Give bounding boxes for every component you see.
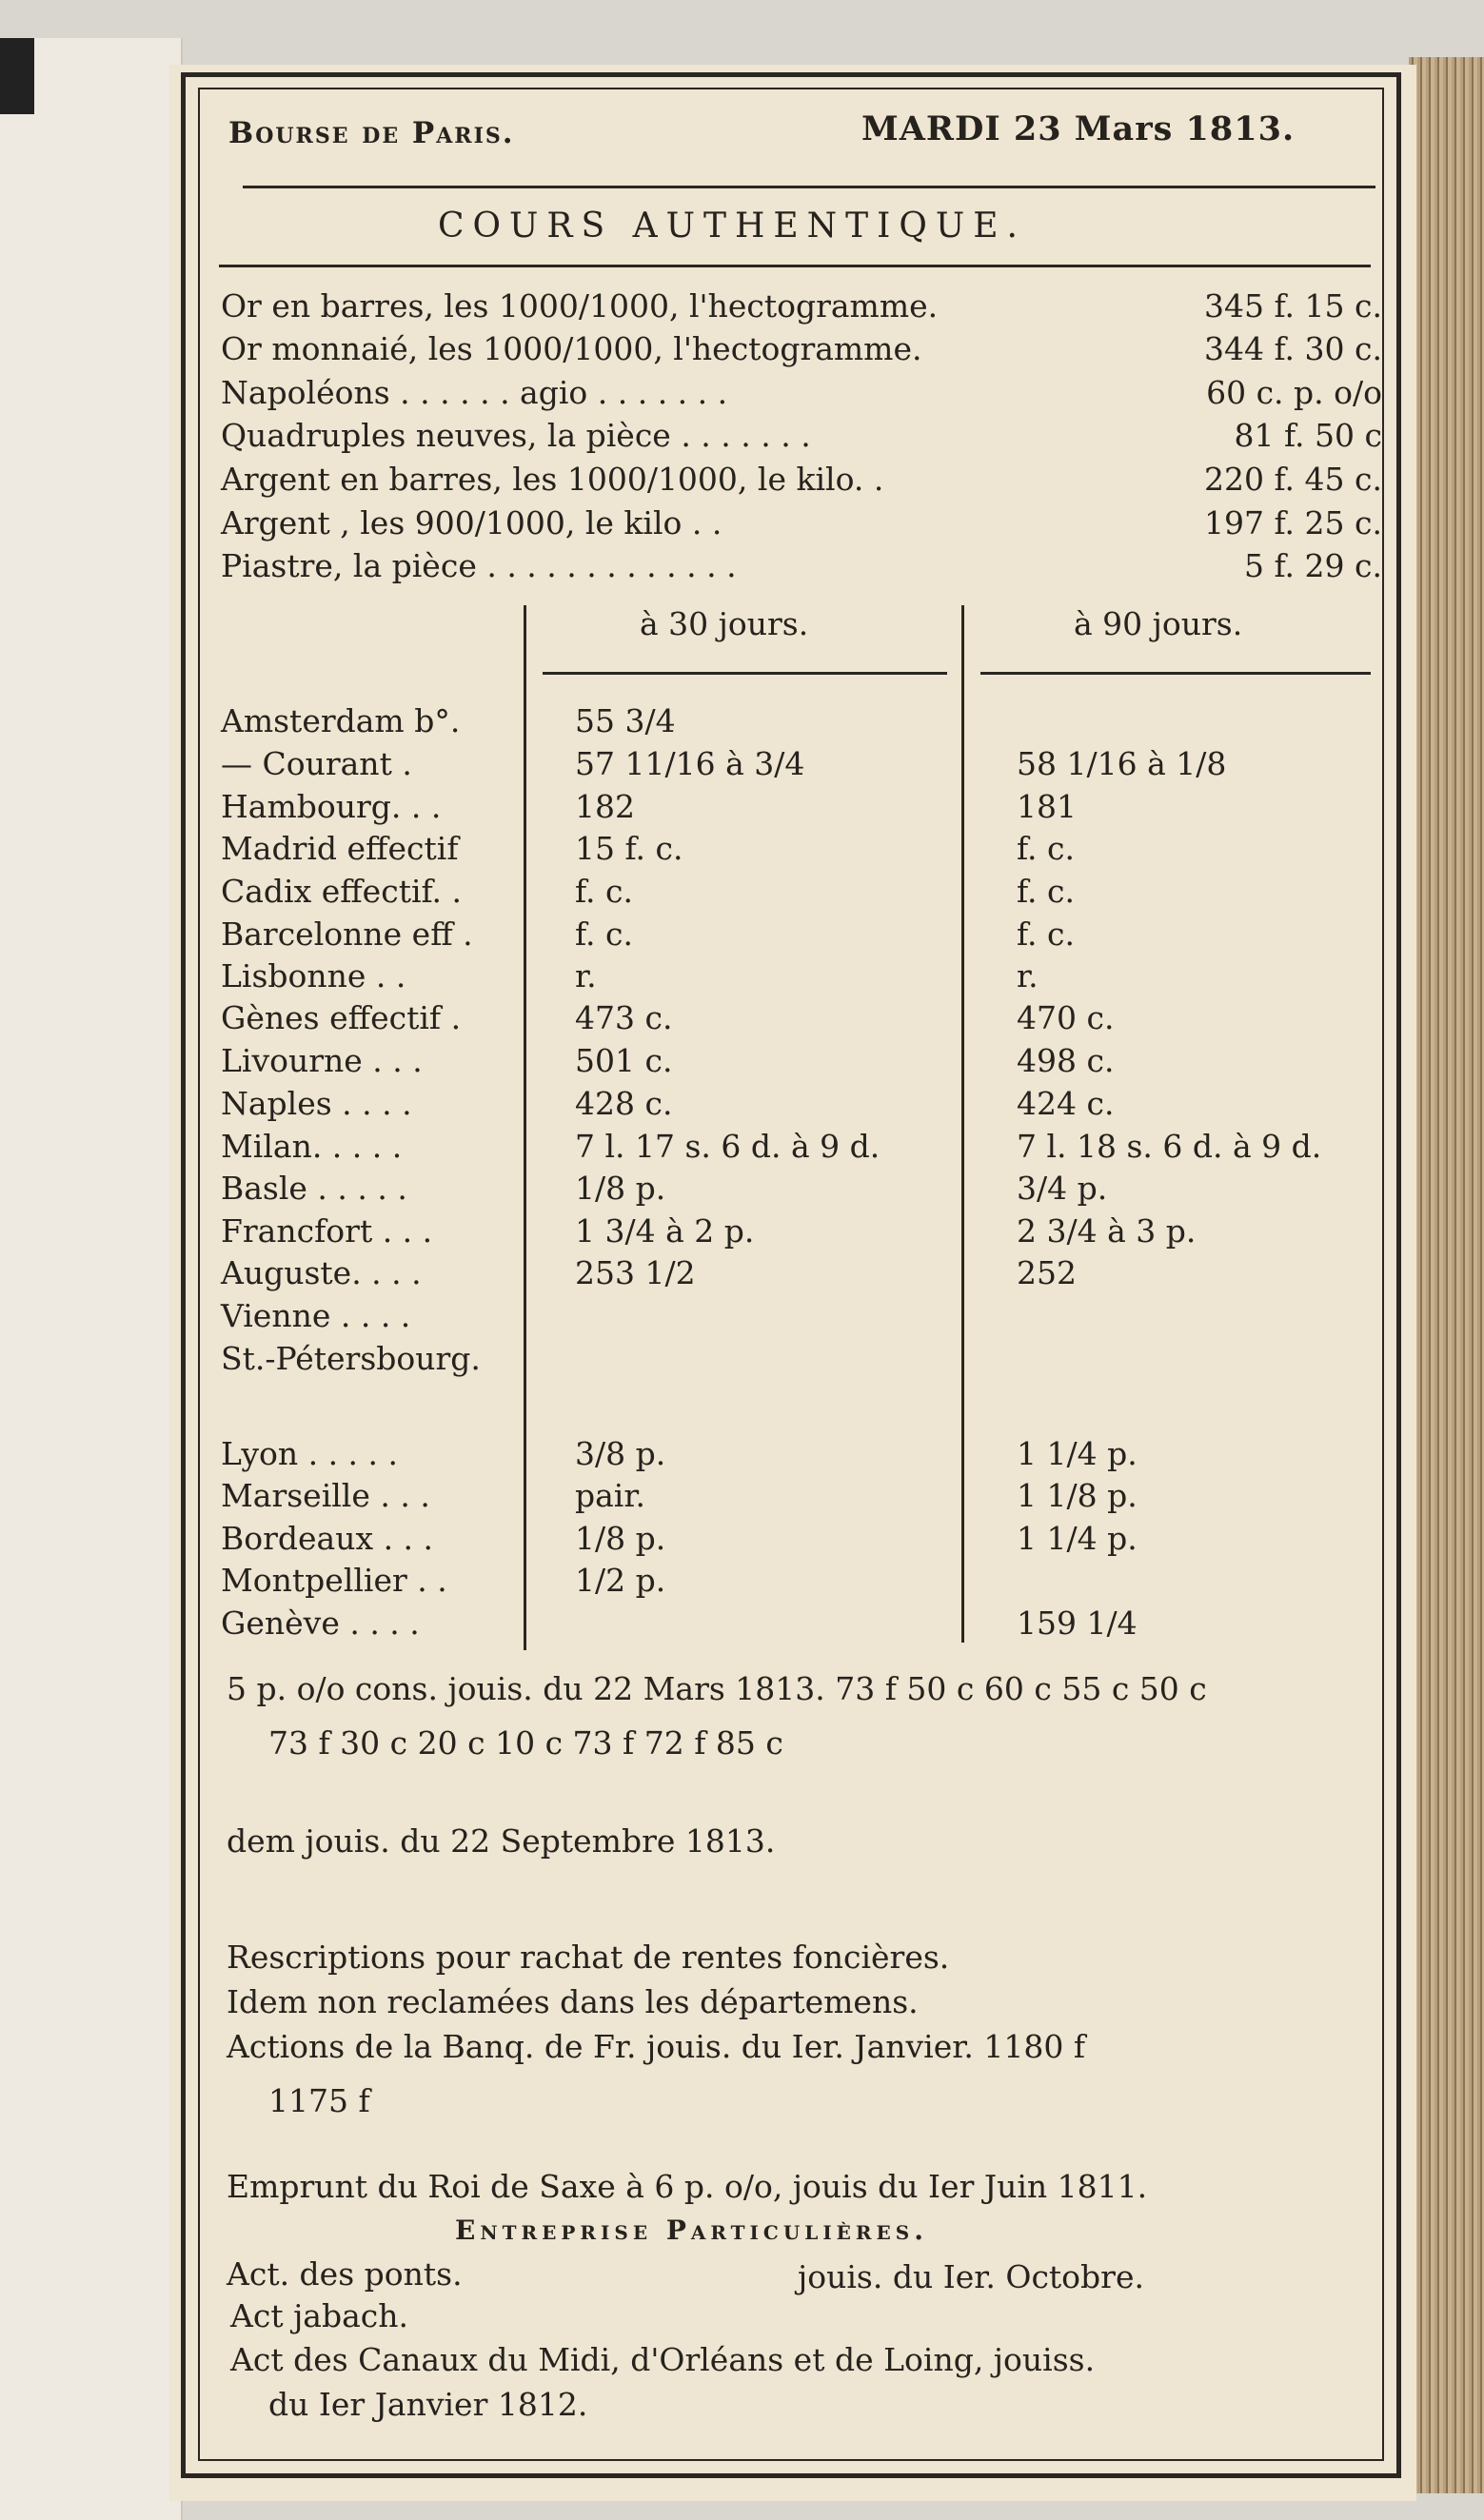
exchange-place: Hambourg. . .: [221, 788, 442, 825]
rate-90-days: 424 c.: [1017, 1085, 1115, 1122]
metal-row-value: 220 f. 45 c.: [1204, 461, 1382, 498]
dem-line: dem jouis. du 22 Septembre 1813.: [227, 1822, 776, 1860]
actions-banque-cont: 1175 f: [268, 2082, 370, 2119]
ponts-line: Act. des ponts.: [227, 2255, 463, 2293]
bourse-header: Bourse de Paris.: [228, 116, 515, 150]
rate-30-days: 501 c.: [575, 1042, 673, 1079]
rate-90-days: 498 c.: [1017, 1042, 1115, 1079]
exchange-place: Lyon . . . . .: [221, 1435, 398, 1472]
metal-row-label: Napoléons . . . . . . agio . . . . . . .: [221, 374, 728, 411]
rate-90-days: 470 c.: [1017, 999, 1115, 1036]
date-header: MARDI 23 Mars 1813.: [861, 109, 1296, 148]
rate-30-days: 1/8 p.: [575, 1170, 666, 1207]
exchange-place: Madrid effectif: [221, 830, 459, 867]
metal-row-value: 81 f. 50 c: [1234, 417, 1382, 454]
exchange-place: Genève . . . .: [221, 1605, 420, 1642]
rate-90-days: 1 1/4 p.: [1017, 1435, 1138, 1472]
metal-row-value: 60 c. p. o/o: [1206, 374, 1382, 411]
rate-90-days: 1 1/4 p.: [1017, 1520, 1138, 1557]
emprunt-line: Emprunt du Roi de Saxe à 6 p. o/o, jouis du Ier Juin 1811.: [227, 2168, 1148, 2205]
column-divider-left: [524, 605, 526, 1650]
metal-row-label: Piastre, la pièce . . . . . . . . . . . . .: [221, 547, 737, 584]
canaux-line-cont: du Ier Janvier 1812.: [268, 2386, 588, 2423]
rate-30-days: 57 11/16 à 3/4: [575, 745, 805, 782]
metal-row-label: Or monnaié, les 1000/1000, l'hectogramme.: [221, 330, 922, 367]
rente-line: 5 p. o/o cons. jouis. du 22 Mars 1813. 73 f 50 c 60 c 55 c 50 c: [227, 1670, 1207, 1707]
rate-30-days: 182: [575, 788, 635, 825]
metal-row-value: 197 f. 25 c.: [1204, 504, 1382, 541]
metal-row-label: Quadruples neuves, la pièce . . . . . . .: [221, 417, 811, 454]
title-rule: [219, 265, 1371, 267]
rate-90-days: 58 1/16 à 1/8: [1017, 745, 1227, 782]
rate-30-days: 1 3/4 à 2 p.: [575, 1212, 755, 1250]
rate-90-days: f. c.: [1017, 915, 1075, 953]
column-divider-right: [961, 605, 964, 1643]
rate-30-days: 473 c.: [575, 999, 673, 1036]
jabach-line: Act jabach.: [230, 2297, 408, 2334]
rate-30-days: r.: [575, 957, 597, 994]
metal-row-label: Argent , les 900/1000, le kilo . .: [221, 504, 722, 541]
metal-row-value: 5 f. 29 c.: [1244, 547, 1382, 584]
metal-row-label: Argent en barres, les 1000/1000, le kilo. .: [221, 461, 884, 498]
rate-90-days: 7 l. 18 s. 6 d. à 9 d.: [1017, 1128, 1322, 1165]
exchange-place: — Courant .: [221, 745, 412, 782]
col90-header: à 90 jours.: [1074, 605, 1243, 642]
exchange-place: Gènes effectif .: [221, 999, 462, 1036]
page-title: COURS AUTHENTIQUE.: [438, 207, 1026, 246]
exchange-place: Lisbonne . .: [221, 957, 406, 994]
rate-90-days: r.: [1017, 957, 1039, 994]
exchange-place: Auguste. . . .: [221, 1254, 422, 1291]
exchange-place: Montpellier . .: [221, 1562, 447, 1599]
exchange-place: Basle . . . . .: [221, 1170, 407, 1207]
exchange-place: Milan. . . . .: [221, 1128, 403, 1165]
rate-30-days: 3/8 p.: [575, 1435, 666, 1472]
rate-30-days: 15 f. c.: [575, 830, 683, 867]
metal-row-value: 345 f. 15 c.: [1204, 287, 1382, 325]
left-facing-page: [0, 38, 183, 2520]
exchange-place: Cadix effectif. .: [221, 873, 463, 910]
rate-30-days: 428 c.: [575, 1085, 673, 1122]
page-edges: [1409, 57, 1484, 2493]
rente-line-cont: 73 f 30 c 20 c 10 c 73 f 72 f 85 c: [268, 1724, 783, 1762]
rate-90-days: 159 1/4: [1017, 1605, 1138, 1642]
col30-header: à 30 jours.: [640, 605, 809, 642]
exchange-place: Naples . . . .: [221, 1085, 412, 1122]
exchange-place: Francfort . . .: [221, 1212, 433, 1250]
rate-90-days: 1 1/8 p.: [1017, 1477, 1138, 1514]
header-rule: [243, 186, 1375, 188]
rate-90-days: f. c.: [1017, 873, 1075, 910]
exchange-place: Barcelonne eff .: [221, 915, 473, 953]
rate-30-days: 253 1/2: [575, 1254, 696, 1291]
canaux-line: Act des Canaux du Midi, d'Orléans et de Loing, jouiss.: [230, 2341, 1096, 2378]
rate-30-days: 1/2 p.: [575, 1562, 666, 1599]
exchange-place: Marseille . . .: [221, 1477, 430, 1514]
metal-row-value: 344 f. 30 c.: [1204, 330, 1382, 367]
rate-90-days: 181: [1017, 788, 1077, 825]
exchange-place: Vienne . . . .: [221, 1297, 411, 1334]
rate-30-days: pair.: [575, 1477, 645, 1514]
exchange-place: Livourne . . .: [221, 1042, 423, 1079]
rate-30-days: f. c.: [575, 915, 633, 953]
rate-90-days: 2 3/4 à 3 p.: [1017, 1212, 1197, 1250]
actions-banque-line: Actions de la Banq. de Fr. jouis. du Ier. Janvier. 1180 f: [227, 2028, 1086, 2065]
col90-rule: [980, 672, 1371, 675]
rate-30-days: 55 3/4: [575, 702, 676, 739]
rate-30-days: 7 l. 17 s. 6 d. à 9 d.: [575, 1128, 881, 1165]
exchange-place: Amsterdam b°.: [221, 702, 461, 739]
col30-rule: [543, 672, 947, 675]
rate-90-days: 252: [1017, 1254, 1077, 1291]
rate-30-days: 1/8 p.: [575, 1520, 666, 1557]
exchange-place: St.-Pétersbourg.: [221, 1340, 481, 1377]
idem-line: Idem non reclamées dans les départemens.: [227, 1983, 919, 2020]
rate-90-days: f. c.: [1017, 830, 1075, 867]
ponts-jouis: jouis. du Ier. Octobre.: [798, 2258, 1144, 2295]
rate-30-days: f. c.: [575, 873, 633, 910]
binding-spine: [0, 38, 34, 114]
entreprise-heading: Entreprise Particulières.: [455, 2215, 928, 2246]
rate-90-days: 3/4 p.: [1017, 1170, 1108, 1207]
metal-row-label: Or en barres, les 1000/1000, l'hectogramme.: [221, 287, 939, 325]
exchange-place: Bordeaux . . .: [221, 1520, 434, 1557]
rescriptions-line: Rescriptions pour rachat de rentes foncières.: [227, 1939, 950, 1976]
